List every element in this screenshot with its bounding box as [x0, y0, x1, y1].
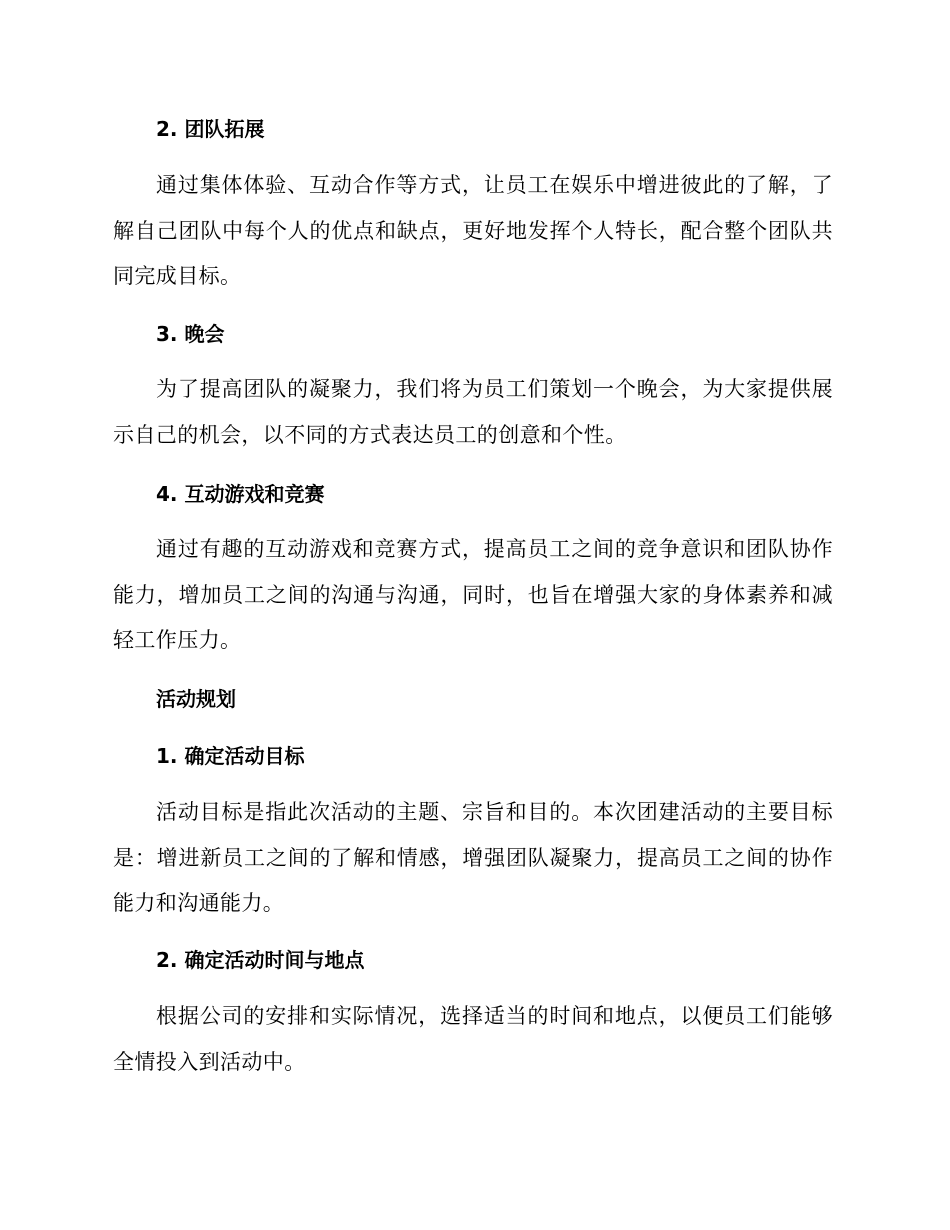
section-paragraph-team-building: 通过集体体验、互动合作等方式，让员工在娱乐中增进彼此的了解，了解自己团队中每个人的优点和缺点，更好地发挥个人特长，配合整个团队共同完成目标。	[113, 173, 833, 288]
section-heading-activity-goal: 1. 确定活动目标	[156, 744, 305, 768]
section-paragraph-time-location: 根据公司的安排和实际情况，选择适当的时间和地点，以便员工们能够全情投入到活动中。	[113, 1004, 833, 1074]
section-heading-time-location: 2. 确定活动时间与地点	[156, 948, 365, 972]
section-heading-activity-planning: 活动规划	[156, 687, 236, 711]
section-paragraph-activity-goal: 活动目标是指此次活动的主题、宗旨和目的。本次团建活动的主要目标是：增进新员工之间的了解和情感，增强团队凝聚力，提高员工之间的协作能力和沟通能力。	[113, 800, 833, 915]
section-heading-games-competition: 4. 互动游戏和竞赛	[156, 482, 325, 506]
section-paragraph-evening-party: 为了提高团队的凝聚力，我们将为员工们策划一个晚会，为大家提供展示自己的机会，以不同的方式表达员工的创意和个性。	[113, 377, 833, 447]
section-paragraph-games-competition: 通过有趣的互动游戏和竞赛方式，提高员工之间的竞争意识和团队协作能力，增加员工之间的沟通与沟通，同时，也旨在增强大家的身体素养和减轻工作压力。	[113, 537, 833, 652]
section-heading-team-building: 2. 团队拓展	[156, 117, 265, 141]
section-heading-evening-party: 3. 晚会	[156, 322, 225, 346]
